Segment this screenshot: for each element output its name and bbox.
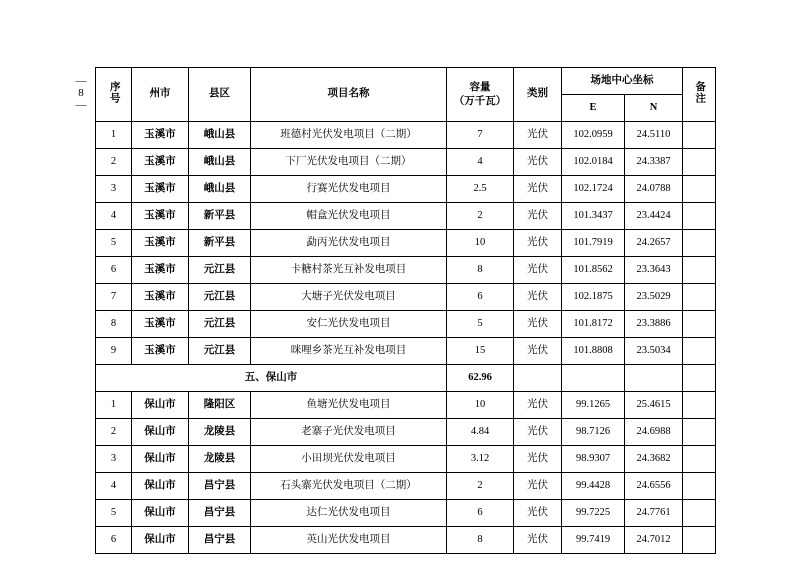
table-row: [96, 122, 716, 149]
section-category: [514, 365, 562, 392]
table-row: [96, 257, 716, 284]
cell-county: 元江县: [189, 338, 251, 365]
header-remark: 备注: [683, 68, 716, 122]
page-number: [68, 76, 94, 111]
cell-project-name: 石头寨光伏发电项目（二期）: [251, 473, 447, 500]
header-seq: 序号: [96, 68, 132, 122]
cell-coord-n: 24.7012: [625, 527, 683, 554]
cell-coord-e: 99.7419: [562, 527, 625, 554]
cell-category: 光伏: [514, 392, 562, 419]
cell-county: 元江县: [189, 284, 251, 311]
cell-category: 光伏: [514, 311, 562, 338]
cell-seq: 8: [96, 311, 132, 338]
cell-category: 光伏: [514, 419, 562, 446]
header-county: 县区: [189, 68, 251, 122]
cell-project-name: 咪哩乡茶光互补发电项目: [251, 338, 447, 365]
cell-coord-e: 101.8562: [562, 257, 625, 284]
section-remark: [683, 365, 716, 392]
header-coordinates: 场地中心坐标: [562, 68, 683, 95]
cell-remark: [683, 527, 716, 554]
cell-coord-n: 24.3682: [625, 446, 683, 473]
cell-capacity: 2.5: [447, 176, 514, 203]
section-coord-n: [625, 365, 683, 392]
cell-county: 昌宁县: [189, 473, 251, 500]
cell-remark: [683, 338, 716, 365]
cell-seq: 1: [96, 392, 132, 419]
cell-city: 保山市: [132, 473, 189, 500]
cell-project-name: 安仁光伏发电项目: [251, 311, 447, 338]
cell-seq: 7: [96, 284, 132, 311]
cell-coord-n: 25.4615: [625, 392, 683, 419]
cell-capacity: 10: [447, 230, 514, 257]
cell-coord-e: 102.1724: [562, 176, 625, 203]
cell-coord-n: 23.3643: [625, 257, 683, 284]
cell-coord-e: 99.7225: [562, 500, 625, 527]
cell-remark: [683, 230, 716, 257]
cell-seq: 6: [96, 257, 132, 284]
cell-city: 玉溪市: [132, 338, 189, 365]
cell-category: 光伏: [514, 257, 562, 284]
cell-project-name: 卡糖村茶光互补发电项目: [251, 257, 447, 284]
cell-category: 光伏: [514, 527, 562, 554]
cell-city: 保山市: [132, 419, 189, 446]
cell-category: 光伏: [514, 176, 562, 203]
cell-seq: 9: [96, 338, 132, 365]
cell-coord-e: 102.0959: [562, 122, 625, 149]
cell-category: 光伏: [514, 230, 562, 257]
cell-seq: 4: [96, 473, 132, 500]
cell-remark: [683, 149, 716, 176]
cell-county: 峨山县: [189, 122, 251, 149]
cell-seq: 3: [96, 176, 132, 203]
cell-coord-e: 102.1875: [562, 284, 625, 311]
cell-category: 光伏: [514, 338, 562, 365]
header-coord-n: N: [625, 95, 683, 122]
cell-county: 龙陵县: [189, 446, 251, 473]
cell-seq: 5: [96, 230, 132, 257]
cell-city: 玉溪市: [132, 284, 189, 311]
cell-remark: [683, 311, 716, 338]
cell-project-name: 英山光伏发电项目: [251, 527, 447, 554]
cell-project-name: 班德村光伏发电项目（二期）: [251, 122, 447, 149]
cell-coord-e: 98.9307: [562, 446, 625, 473]
cell-coord-n: 24.7761: [625, 500, 683, 527]
cell-city: 保山市: [132, 500, 189, 527]
cell-county: 新平县: [189, 230, 251, 257]
cell-city: 玉溪市: [132, 122, 189, 149]
page-number-dash-top: —: [75, 75, 87, 87]
cell-capacity: 4.84: [447, 419, 514, 446]
cell-county: 峨山县: [189, 176, 251, 203]
cell-project-name: 鱼塘光伏发电项目: [251, 392, 447, 419]
cell-category: 光伏: [514, 203, 562, 230]
header-capacity-line2: （万千瓦）: [453, 95, 507, 107]
cell-coord-n: 24.5110: [625, 122, 683, 149]
cell-city: 玉溪市: [132, 257, 189, 284]
cell-coord-n: 24.6556: [625, 473, 683, 500]
cell-city: 玉溪市: [132, 230, 189, 257]
cell-coord-n: 23.4424: [625, 203, 683, 230]
cell-coord-n: 24.0788: [625, 176, 683, 203]
cell-coord-n: 23.5029: [625, 284, 683, 311]
section-capacity: 62.96: [447, 365, 514, 392]
cell-coord-e: 101.8172: [562, 311, 625, 338]
cell-project-name: 勐丙光伏发电项目: [251, 230, 447, 257]
cell-coord-e: 99.1265: [562, 392, 625, 419]
cell-project-name: 达仁光伏发电项目: [251, 500, 447, 527]
cell-category: 光伏: [514, 284, 562, 311]
cell-coord-e: 101.8808: [562, 338, 625, 365]
cell-capacity: 2: [447, 473, 514, 500]
table-row: [96, 311, 716, 338]
cell-remark: [683, 257, 716, 284]
cell-county: 昌宁县: [189, 527, 251, 554]
cell-remark: [683, 500, 716, 527]
cell-county: 元江县: [189, 257, 251, 284]
table-header-row-1: [96, 68, 716, 95]
table-row: [96, 419, 716, 446]
page-number-dash-bottom: —: [75, 99, 87, 111]
cell-project-name: 老寨子光伏发电项目: [251, 419, 447, 446]
cell-capacity: 3.12: [447, 446, 514, 473]
header-city: 州市: [132, 68, 189, 122]
table-row: [96, 230, 716, 257]
cell-county: 元江县: [189, 311, 251, 338]
table-row: [96, 446, 716, 473]
cell-capacity: 5: [447, 311, 514, 338]
cell-county: 龙陵县: [189, 419, 251, 446]
table-row: [96, 527, 716, 554]
table-row: [96, 149, 716, 176]
cell-capacity: 15: [447, 338, 514, 365]
cell-capacity: 2: [447, 203, 514, 230]
cell-seq: 6: [96, 527, 132, 554]
cell-city: 玉溪市: [132, 203, 189, 230]
cell-remark: [683, 446, 716, 473]
cell-project-name: 大塘子光伏发电项目: [251, 284, 447, 311]
cell-remark: [683, 473, 716, 500]
header-category: 类别: [514, 68, 562, 122]
cell-county: 新平县: [189, 203, 251, 230]
table-section-row: [96, 365, 716, 392]
cell-capacity: 8: [447, 527, 514, 554]
cell-seq: 1: [96, 122, 132, 149]
cell-coord-n: 24.2657: [625, 230, 683, 257]
cell-county: 峨山县: [189, 149, 251, 176]
header-capacity-line1: 容量: [469, 82, 491, 94]
section-coord-e: [562, 365, 625, 392]
cell-coord-n: 24.6988: [625, 419, 683, 446]
cell-remark: [683, 203, 716, 230]
table-body: [96, 122, 716, 554]
cell-coord-n: 23.5034: [625, 338, 683, 365]
header-capacity: [447, 68, 514, 122]
cell-remark: [683, 419, 716, 446]
cell-seq: 2: [96, 149, 132, 176]
table-header: [96, 68, 716, 122]
cell-project-name: 下厂光伏发电项目（二期）: [251, 149, 447, 176]
cell-category: 光伏: [514, 446, 562, 473]
table-row: [96, 500, 716, 527]
cell-coord-e: 99.4428: [562, 473, 625, 500]
table-row: [96, 203, 716, 230]
cell-seq: 2: [96, 419, 132, 446]
cell-capacity: 8: [447, 257, 514, 284]
cell-city: 玉溪市: [132, 149, 189, 176]
cell-coord-e: 102.0184: [562, 149, 625, 176]
project-table-container: [95, 67, 715, 554]
table-row: [96, 284, 716, 311]
cell-remark: [683, 284, 716, 311]
cell-coord-n: 24.3387: [625, 149, 683, 176]
header-project-name: 项目名称: [251, 68, 447, 122]
cell-county: 隆阳区: [189, 392, 251, 419]
cell-category: 光伏: [514, 149, 562, 176]
cell-category: 光伏: [514, 122, 562, 149]
cell-capacity: 6: [447, 284, 514, 311]
cell-capacity: 6: [447, 500, 514, 527]
cell-project-name: 行赛光伏发电项目: [251, 176, 447, 203]
cell-capacity: 10: [447, 392, 514, 419]
cell-county: 昌宁县: [189, 500, 251, 527]
cell-city: 保山市: [132, 446, 189, 473]
cell-remark: [683, 392, 716, 419]
cell-city: 保山市: [132, 527, 189, 554]
cell-category: 光伏: [514, 500, 562, 527]
cell-city: 保山市: [132, 392, 189, 419]
cell-coord-n: 23.3886: [625, 311, 683, 338]
cell-coord-e: 98.7126: [562, 419, 625, 446]
cell-project-name: 小田坝光伏发电项目: [251, 446, 447, 473]
table-row: [96, 338, 716, 365]
cell-category: 光伏: [514, 473, 562, 500]
section-label: 五、保山市: [96, 365, 447, 392]
page-number-value: 8: [78, 87, 84, 99]
cell-city: 玉溪市: [132, 176, 189, 203]
table-row: [96, 473, 716, 500]
cell-seq: 3: [96, 446, 132, 473]
cell-seq: 4: [96, 203, 132, 230]
cell-capacity: 4: [447, 149, 514, 176]
header-coord-e: E: [562, 95, 625, 122]
cell-seq: 5: [96, 500, 132, 527]
cell-coord-e: 101.3437: [562, 203, 625, 230]
cell-project-name: 帽盒光伏发电项目: [251, 203, 447, 230]
cell-coord-e: 101.7919: [562, 230, 625, 257]
cell-city: 玉溪市: [132, 311, 189, 338]
table-row: [96, 176, 716, 203]
cell-capacity: 7: [447, 122, 514, 149]
cell-remark: [683, 122, 716, 149]
project-table: [95, 67, 716, 554]
cell-remark: [683, 176, 716, 203]
table-row: [96, 392, 716, 419]
